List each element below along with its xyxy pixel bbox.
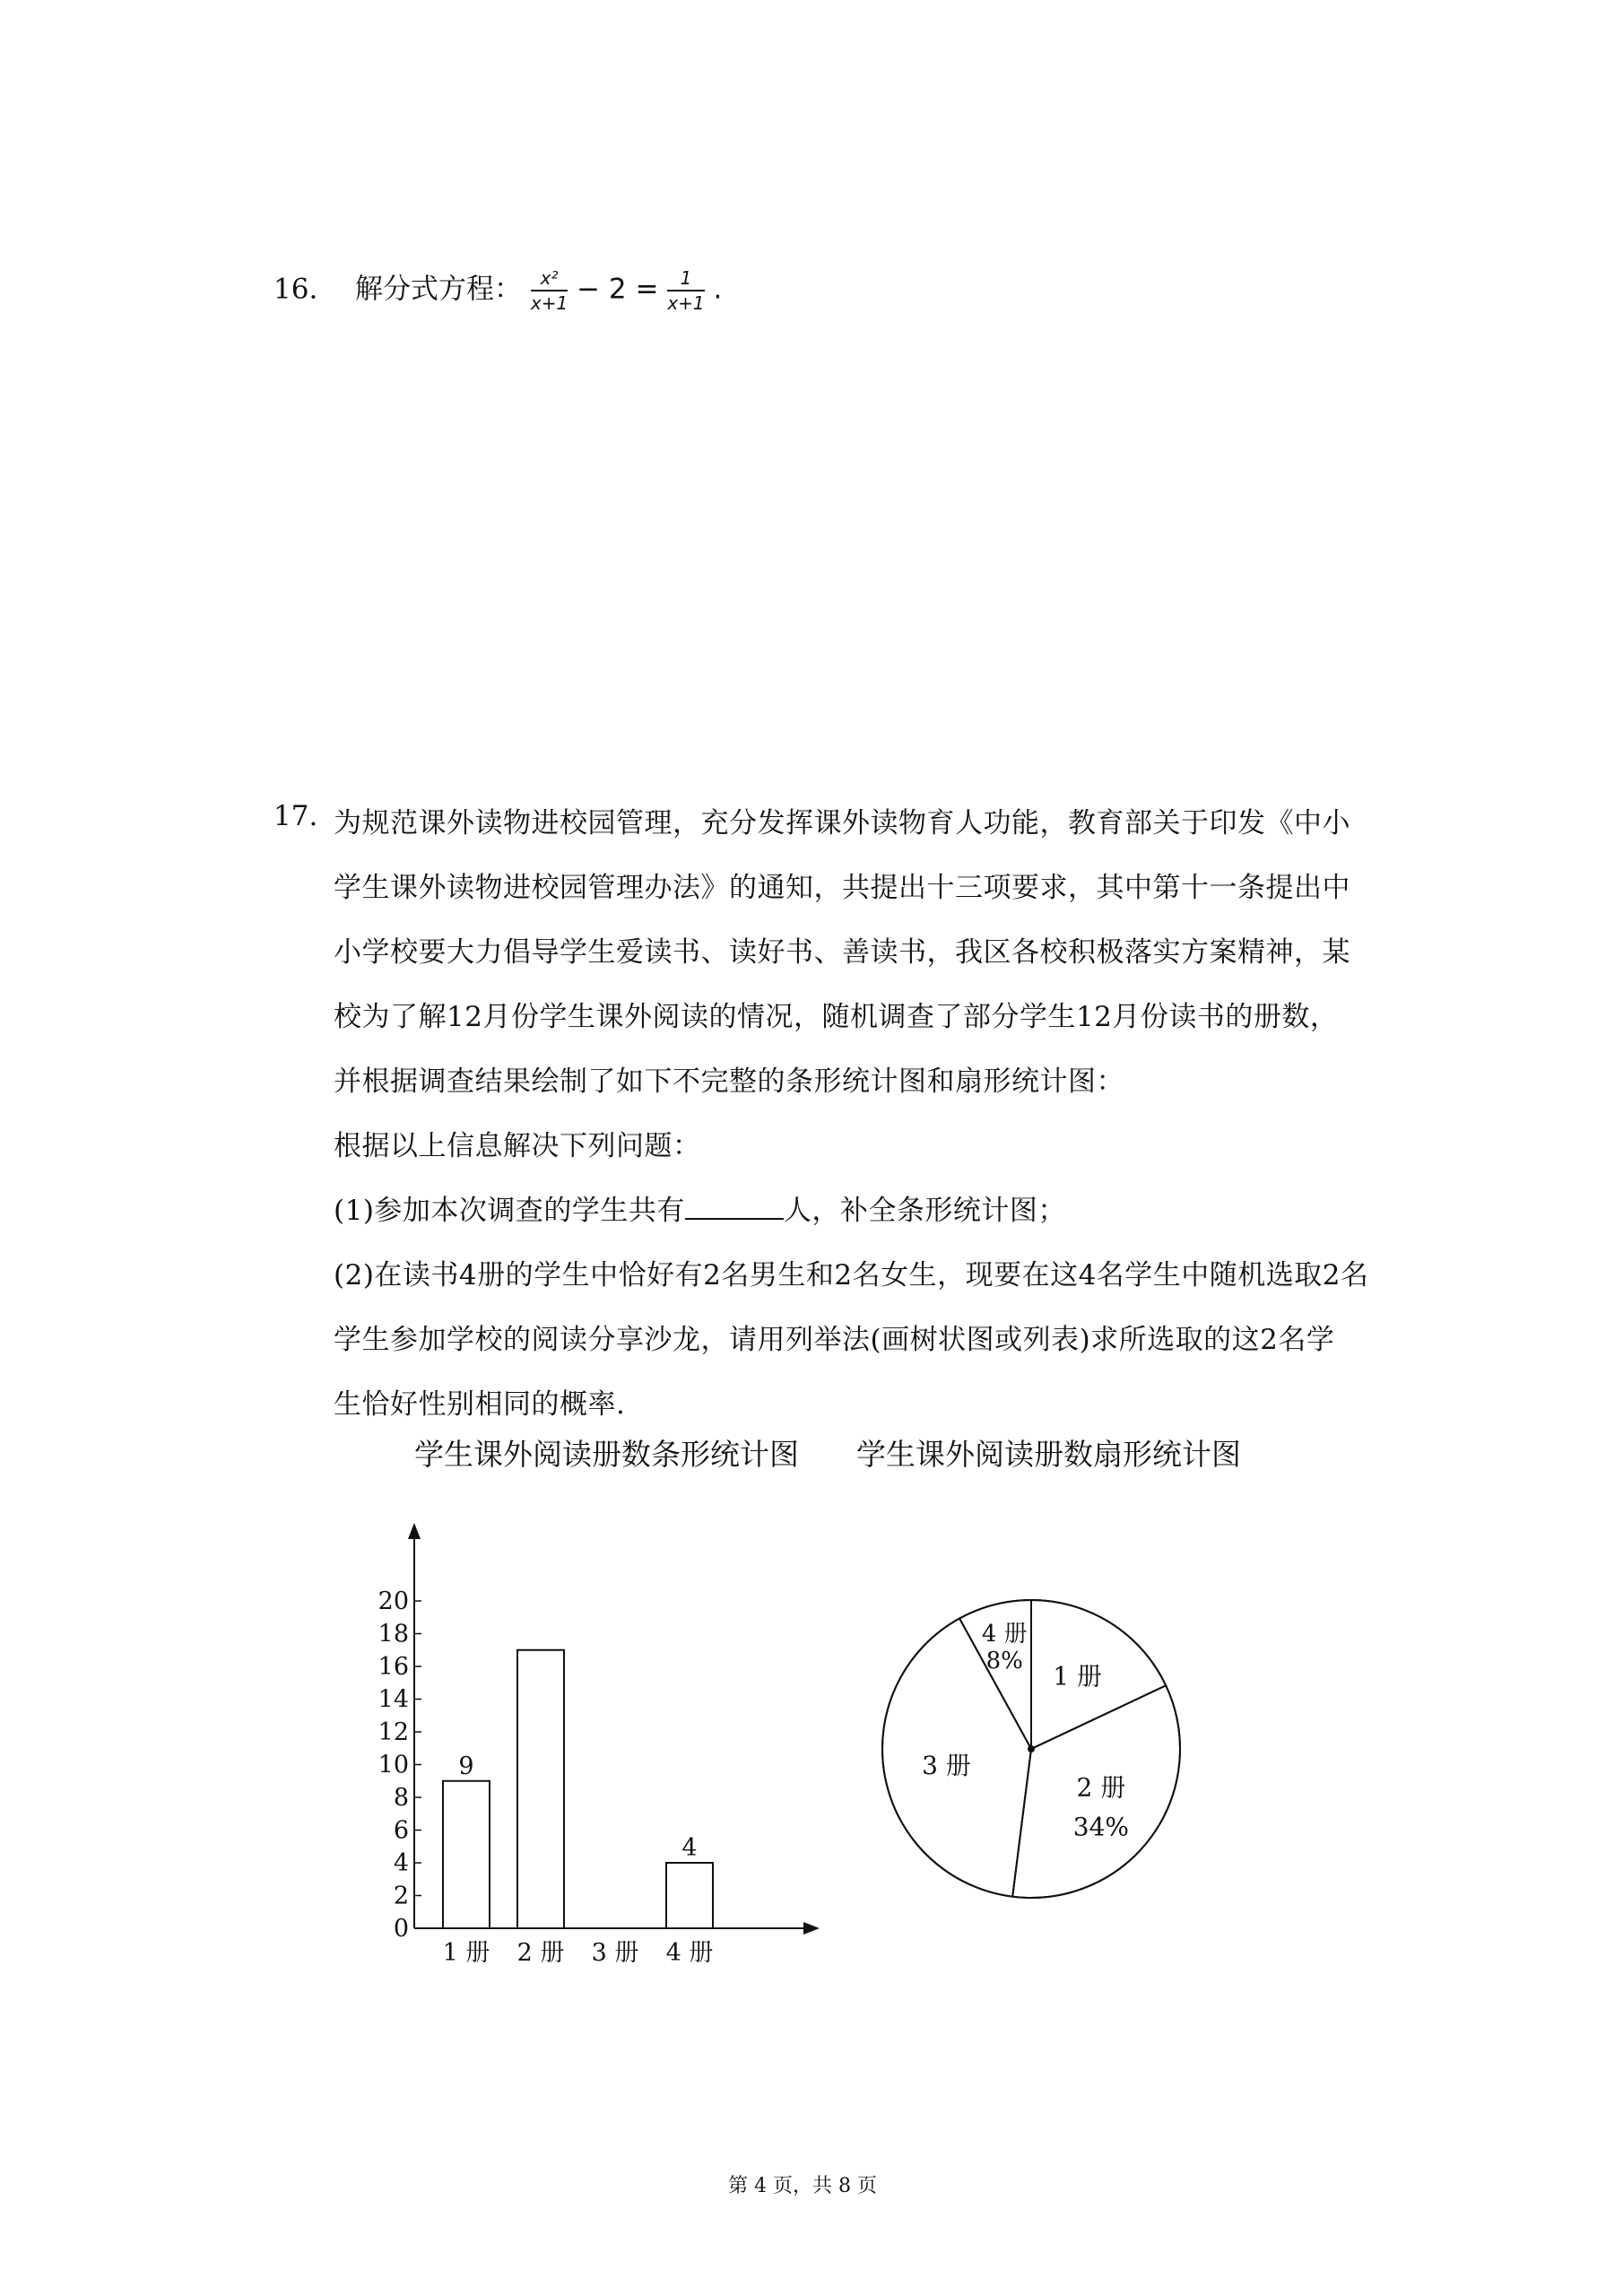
question-17-sub2-line: 学生参加学校的阅读分享沙龙，请用列举法(画树状图或列表)求所选取的这2名学 xyxy=(334,1324,1335,1356)
bar-chart xyxy=(359,1507,843,1991)
question-17-sub2-line: (2)在读书4册的学生中恰好有2名男生和2名女生，现要在这4名学生中随机选取2名 xyxy=(334,1259,1369,1292)
y-tick-label: 6 xyxy=(393,1816,409,1845)
equation-middle: − 2 = xyxy=(577,273,659,306)
y-tick-label: 20 xyxy=(378,1587,409,1615)
question-17-line: 校为了解12月份学生课外阅读的情况，随机调查了部分学生12月份读书的册数， xyxy=(334,1001,1339,1033)
pie-center-dot xyxy=(1028,1745,1035,1752)
pie-chart-plot xyxy=(882,1600,1180,1898)
question-17-sub2-line: 生恰好性别相同的概率. xyxy=(334,1388,626,1421)
answer-blank[interactable] xyxy=(685,1195,784,1220)
pie-slice-percent: 34% xyxy=(1072,1812,1130,1842)
question-17-number: 17. xyxy=(273,800,318,832)
question-number: 16. xyxy=(273,273,318,306)
question-17-line: 为规范课外读物进校园管理，充分发挥课外读物育人功能，教育部关于印发《中小 xyxy=(334,807,1350,839)
bar-data-label: 4 xyxy=(681,1834,698,1862)
pie-slice-label: 4 册 xyxy=(981,1621,1028,1648)
fraction-lhs xyxy=(531,269,568,312)
fraction-numerator: 1 xyxy=(667,269,704,291)
y-tick-label: 16 xyxy=(378,1653,409,1681)
question-17-sub1 xyxy=(334,1187,1066,1228)
y-tick-label: 10 xyxy=(378,1751,409,1779)
sub1-text-after: 人，补全条形统计图； xyxy=(783,1195,1066,1227)
fraction-rhs xyxy=(667,269,704,312)
question-17-line: 小学校要大力倡导学生爱读书、读好书、善读书，我区各校积极落实方案精神，某 xyxy=(334,936,1350,969)
pie-slice-percent: 8% xyxy=(985,1648,1023,1675)
question-17-line: 学生课外读物进校园管理办法》的通知，共提出十三项要求，其中第十一条提出中 xyxy=(334,872,1350,904)
bar-chart-title: 学生课外阅读册数条形统计图 xyxy=(414,1437,799,1472)
y-tick-label: 0 xyxy=(393,1915,409,1943)
bar xyxy=(443,1781,490,1928)
bar xyxy=(666,1863,713,1928)
pie-slice-label: 1 册 xyxy=(1053,1661,1102,1692)
bar-data-label: 9 xyxy=(458,1752,474,1780)
question-17-line: 根据以上信息解决下列问题： xyxy=(334,1130,701,1162)
question-17-line: 并根据调查结果绘制了如下不完整的条形统计图和扇形统计图： xyxy=(334,1065,1124,1098)
y-tick-label: 8 xyxy=(393,1784,409,1812)
bar xyxy=(517,1650,564,1928)
y-tick-label: 4 xyxy=(393,1849,409,1877)
pie-slice-label: 2 册 xyxy=(1076,1772,1126,1803)
question-16 xyxy=(273,269,722,312)
fraction-denominator: x+1 xyxy=(667,292,705,314)
y-tick-label: 14 xyxy=(378,1685,409,1714)
fraction-numerator: x² xyxy=(531,269,568,291)
page-footer: 第 4 页，共 8 页 xyxy=(728,2175,877,2197)
y-tick-label: 18 xyxy=(378,1620,409,1648)
x-category-label: 3 册 xyxy=(591,1939,639,1967)
x-category-label: 2 册 xyxy=(516,1939,565,1967)
fraction-denominator: x+1 xyxy=(530,292,568,314)
pie-slice-label: 3 册 xyxy=(922,1751,971,1781)
x-axis-arrow-icon xyxy=(803,1922,820,1935)
equation-end: . xyxy=(713,273,723,306)
bar-chart-plot xyxy=(378,1523,820,1967)
x-category-label: 4 册 xyxy=(665,1939,714,1967)
pie-chart xyxy=(861,1578,1219,1937)
y-tick-label: 12 xyxy=(378,1718,409,1746)
sub1-text-before: (1)参加本次调查的学生共有 xyxy=(334,1195,685,1227)
x-category-label: 1 册 xyxy=(442,1939,490,1967)
y-axis-arrow-icon xyxy=(408,1523,421,1539)
pie-chart-title: 学生课外阅读册数扇形统计图 xyxy=(856,1437,1241,1472)
question-prefix: 解分式方程： xyxy=(355,273,523,306)
y-tick-label: 2 xyxy=(393,1882,409,1910)
